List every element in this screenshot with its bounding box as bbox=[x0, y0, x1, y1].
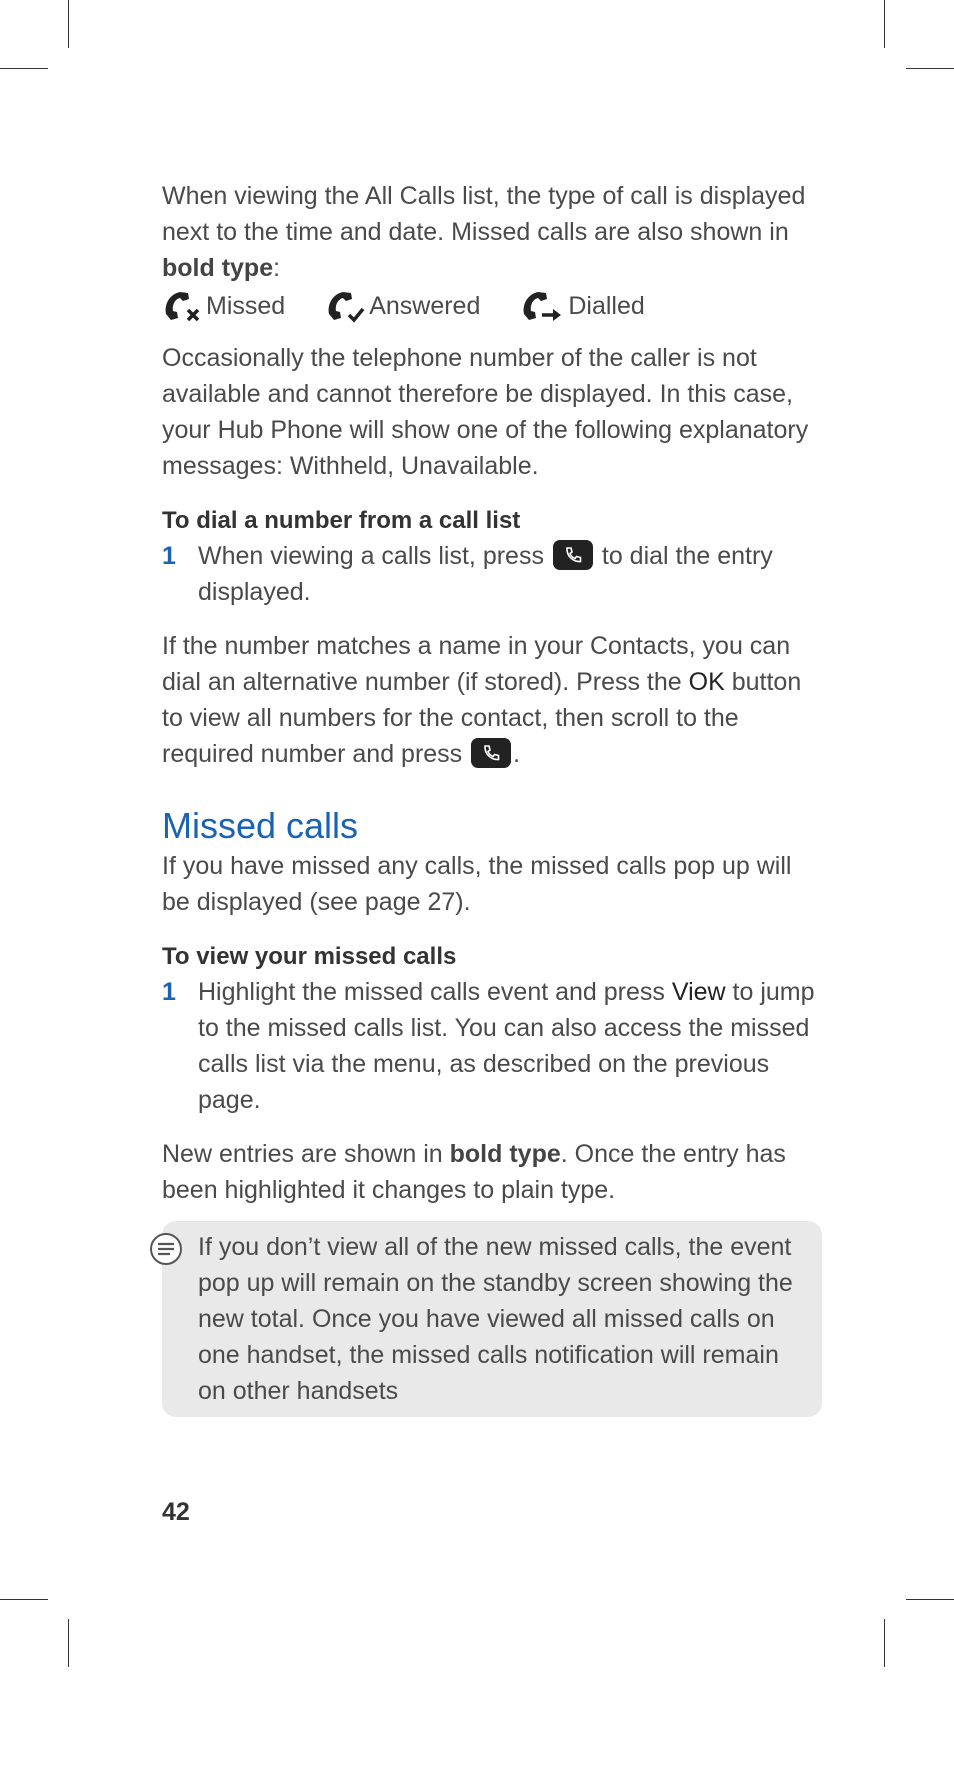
crop-mark bbox=[0, 68, 48, 69]
legend-label: Answered bbox=[369, 292, 481, 320]
crop-mark bbox=[906, 1599, 954, 1600]
legend-missed bbox=[162, 288, 285, 324]
view-missed-step: 1 Highlight the missed calls event and press View to jump to the missed calls list. You can also access the missed calls list via the menu, as described on the previous page. bbox=[162, 974, 822, 1118]
missed-call-icon bbox=[162, 288, 202, 324]
crop-mark bbox=[884, 0, 885, 48]
note-icon bbox=[148, 1231, 184, 1267]
page-content bbox=[162, 178, 822, 1208]
new-entries-paragraph: New entries are shown in bold type. Once the entry has been highlighted it changes to plain type. bbox=[162, 1140, 786, 1204]
crop-mark bbox=[906, 68, 954, 69]
note-box bbox=[162, 1221, 822, 1417]
call-type-legend bbox=[162, 286, 822, 326]
dial-heading: To dial a number from a call list bbox=[162, 507, 521, 534]
legend-label: Missed bbox=[206, 292, 286, 320]
crop-mark bbox=[68, 0, 69, 48]
legend-answered bbox=[325, 288, 480, 324]
step-number: 1 bbox=[162, 542, 176, 570]
unavailable-paragraph: Occasionally the telephone number of the caller is not available and cannot therefore be displayed. In this case, your Hub Phone will show one of the following explanatory messages: Withheld, Unavailable. bbox=[162, 344, 809, 480]
dialled-call-icon bbox=[520, 288, 564, 324]
note-text: If you don’t view all of the new missed calls, the event pop up will remain on the standby screen showing the new total. Once you have viewed all missed calls on one handset, the missed calls notification will remain on other handsets bbox=[198, 1233, 793, 1405]
call-key-icon bbox=[471, 738, 511, 768]
legend-dialled bbox=[520, 288, 644, 324]
dial-paragraph: If the number matches a name in your Contacts, you can dial an alternative number (if stored). Press the OK button to view all numbers for the contact, then scroll to the required number and press . bbox=[162, 632, 802, 768]
view-missed-heading: To view your missed calls bbox=[162, 943, 457, 970]
crop-mark bbox=[0, 1599, 48, 1600]
bold-type-term: bold type bbox=[449, 1140, 561, 1168]
page-number: 42 bbox=[162, 1498, 190, 1526]
dial-step: 1 When viewing a calls list, press to dial the entry displayed. bbox=[162, 538, 822, 610]
view-key-label: View bbox=[671, 978, 726, 1006]
section-title: Missed calls bbox=[162, 805, 359, 846]
intro-paragraph: When viewing the All Calls list, the type of call is displayed next to the time and date. Missed calls are also shown in bold type: bbox=[162, 182, 806, 282]
crop-mark bbox=[884, 1619, 885, 1667]
step-number: 1 bbox=[162, 978, 176, 1006]
legend-label: Dialled bbox=[568, 292, 645, 320]
crop-mark bbox=[68, 1619, 69, 1667]
bold-type-term: bold type bbox=[162, 254, 274, 282]
ok-key-label: OK bbox=[688, 668, 725, 696]
call-key-icon bbox=[553, 540, 593, 570]
answered-call-icon bbox=[325, 288, 365, 324]
missed-intro: If you have missed any calls, the missed calls pop up will be displayed (see page 27). bbox=[162, 852, 792, 916]
